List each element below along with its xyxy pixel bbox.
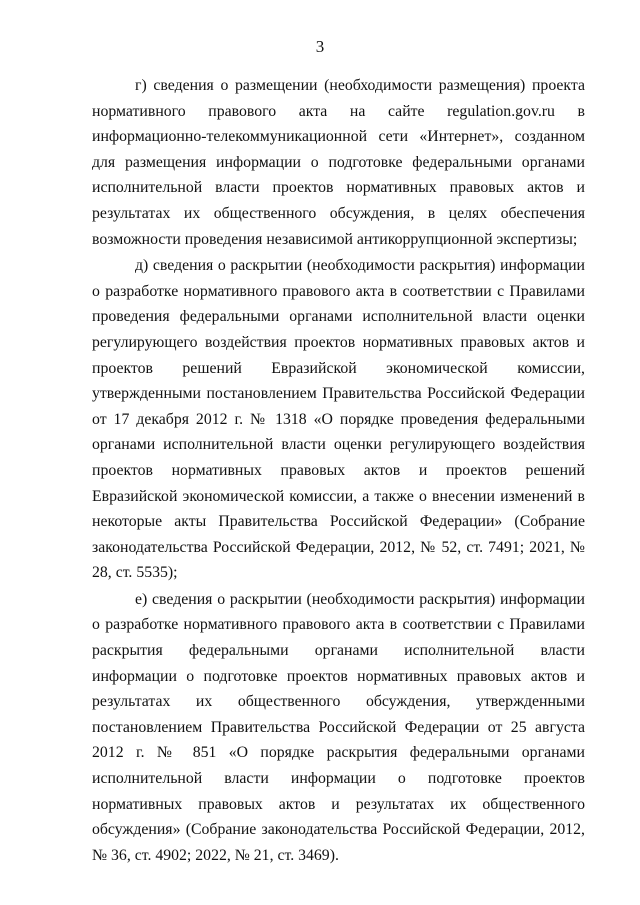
page-number: 3 bbox=[315, 37, 325, 56]
paragraph-e: е) сведения о раскрытии (необходимости раскрытия) информации о разработке нормативного правового акта в соответствии с Правилами раскрытия федеральными органами исполнительной власти информации о подготовке проектов нормативных правовых актов и результатах их общественного обсуждения, утвержденными постановлением Правительства Российской Федерации от 25 августа 2012 г. № 851 «О порядке раскрытия федеральными органами исполнительной власти информации о подготовке проектов нормативных правовых актов и результатах их общественного обсуждения» (Собрание законодательства Российской Федерации, 2012, № 36, ст. 4902; 2022, № 21, ст. 3469). bbox=[92, 590, 585, 864]
document-body bbox=[92, 73, 585, 868]
paragraph-d: д) сведения о раскрытии (необходимости раскрытия) информации о разработке нормативного правового акта в соответствии с Правилами проведения федеральными органами исполнительной власти оценки регулирующего воздействия проектов нормативных правовых актов и проектов решений Евразийской экономической комиссии, утвержденными постановлением Правительства Российской Федерации от 17 декабря 2012 г. № 1318 «О порядке проведения федеральными органами исполнительной власти оценки регулирующего воздействия проектов нормативных правовых актов и проектов решений Евразийской экономической комиссии, а также о внесении изменений в некоторые акты Правительства Российской Федерации» (Собрание законодательства Российской Федерации, 2012, № 52, ст. 7491; 2021, № 28, ст. 5535); bbox=[92, 257, 585, 582]
paragraph-g: г) сведения о размещении (необходимости размещения) проекта нормативного правового акта на сайте regulation.gov.ru в информационно-телекоммуникационной сети «Интернет», созданном для размещения информации о подготовке федеральными органами исполнительной власти проектов нормативных правовых актов и результатах их общественного обсуждения, в целях обеспечения возможности проведения независимой антикоррупционной экспертизы; bbox=[92, 77, 585, 248]
